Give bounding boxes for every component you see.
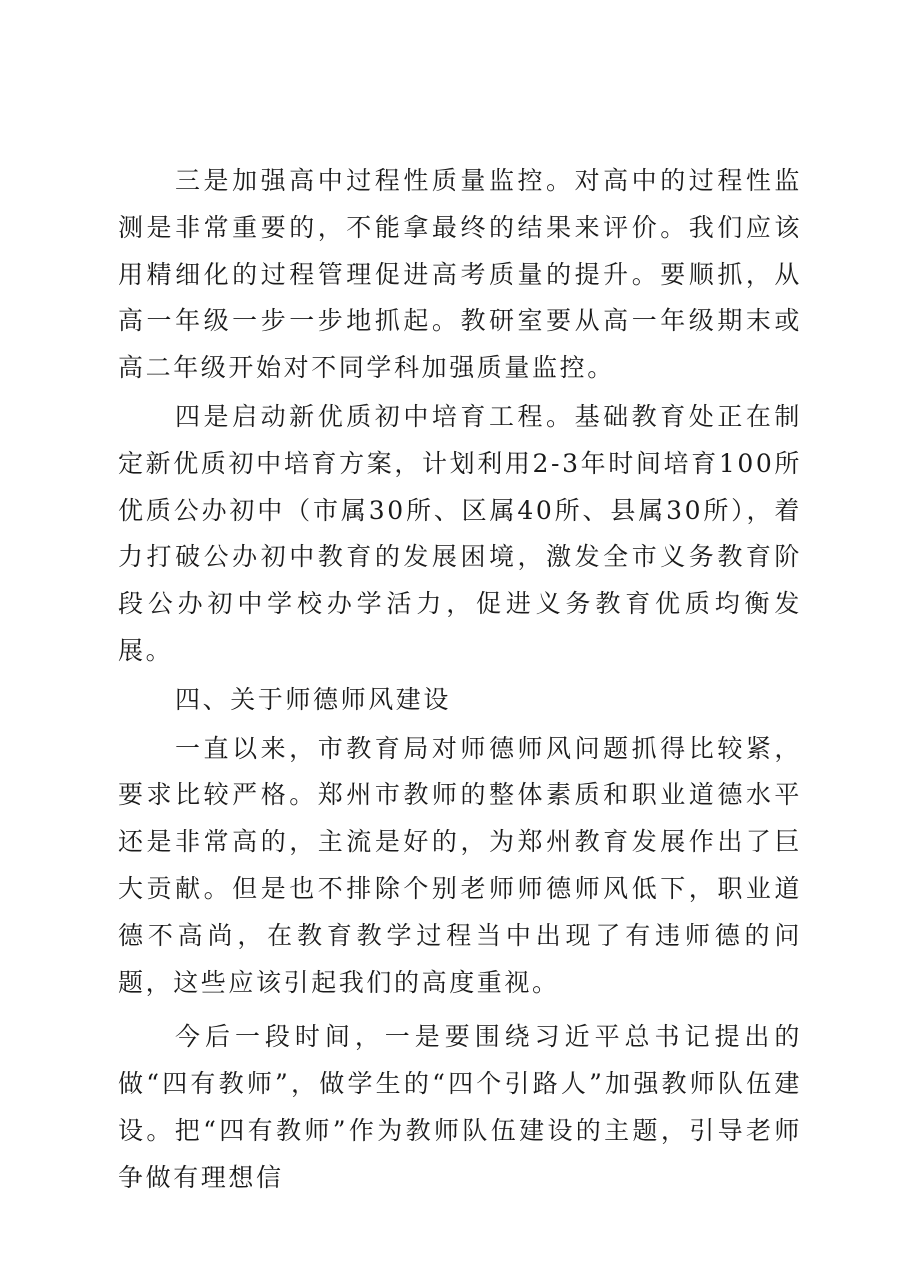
paragraph-future-work: 今后一段时间，一是要围绕习近平总书记提出的做“四有教师”，做学生的“四个引路人”加强教师队伍建设。把“四有教师”作为教师队伍建设的主题，引导老师争做有理想信 xyxy=(118,1022,802,1192)
section-heading-teacher-ethics: 四、关于师德师风建设 xyxy=(175,684,452,714)
paragraph-high-school-quality: 三是加强高中过程性质量监控。对高中的过程性监测是非常重要的，不能拿最终的结果来评价。我们应该用精细化的过程管理促进高考质量的提升。要顺抓，从高一年级一步一步地抓起。教研室要从高一年级期末或高二年级开始对不同学科加强质量监控。 xyxy=(118,166,802,383)
document-body xyxy=(118,158,802,1202)
paragraph-teacher-ethics: 一直以来，市教育局对师德师风问题抓得比较紧，要求比较严格。郑州市教师的整体素质和职业道德水平还是非常高的，主流是好的，为郑州教育发展作出了巨大贡献。但是也不排除个别老师师德师风低下，职业道德不高尚，在教育教学过程当中出现了有违师德的问题，这些应该引起我们的高度重视。 xyxy=(118,733,802,997)
paragraph-new-quality-junior-high: 四是启动新优质初中培育工程。基础教育处正在制定新优质初中培育方案，计划利用2-3年时间培育100所优质公办初中（市属30所、区属40所、县属30所），着力打破公办初中教育的发展困境，激发全市义务教育阶段公办初中学校办学活力，促进义务教育优质均衡发展。 xyxy=(118,401,802,665)
